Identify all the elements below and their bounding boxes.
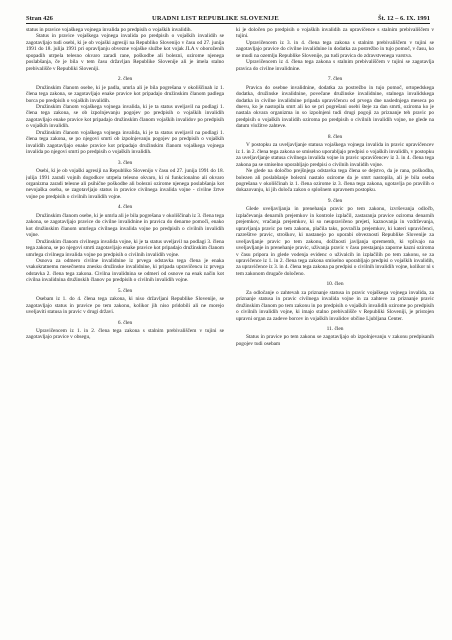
right-column <box>236 27 434 631</box>
paragraph: Upravičencem iz 4. člena tega zakona s stalnim prebivališčem v tujini se zagotavlja pravica do civilne invalidnine. <box>236 59 434 72</box>
paragraph: Pravica do osebne invalidnine, dodatka za postrežbo in tujo pomoč, ortopedskega dodatka, družinske invalidnine, povečane družinske invalidnine, stalnega invalidskega dodatka in civilne invalidnine pripada upravičencu od prvega dne naslednjega meseca po dnevu, ko je nastopila smrt ali ko se pri pogrešani osebi šteje za dan smrti, oziroma ko je nastala okvara organizma in so izpolnjeni tudi drugi pogoji za priznanje teh pravic po predpisih o vojaških invalidih oziroma po predpisih o civilnih invalidih vojne, ne glede na datum vložitve zahteve. <box>236 84 434 130</box>
paragraph: Upravičencem iz 3. in 4. člena tega zakona s stalnim prebivališčem v tujini se zagotavljajo pravice do civilne invalidnine in dodatka za postrežbo in tujo pomoč, v času, ko se mudi na ozemlju Republike Slovenije, pa tudi pravica do zdravstvenega varstva. <box>236 39 434 59</box>
paragraph: Status in pravice vojaškega vojnega invalida po predpisih o vojaških invalidih se zagotavljajo tudi osebi, ki je ob vojaški agresiji na Republiko Slovenijo v času od 27. junija 1991 do 18. julija 1991 pri opravljanju obvezne vojaške službe kot vojak JLA v oboroženih spopadih utrpela telesno okvaro zaradi rane, poškodbe ali bolezni, ozirome njenega poslabšanja, če je bila v tem času državljan Republike Slovenije ali je imela stalno prebivališče v Republiki Sloveniji. <box>26 33 224 72</box>
article-heading: 11. člen <box>326 326 344 333</box>
paragraph: Osebi, ki je ob vojaški agresiji na Republiko Slovenijo v času od 27. junija 1991 do 18. julija 1991 zaradi vojnih dogodkov utrpela telesno okvaro, ki ni funkcionalno ali okvaro organizma zaradi telesne ali psihične poškodbe ali bolezni ozirome njenega poslabšanja kot nevojaška oseba, se zagotavljajo status in pravice civilnega invalida vojne - civilne žrtve vojne po predpisih o civilnih invalidih vojne. <box>26 168 224 200</box>
issue-number: Št. 12 – 6. IX. 1991 <box>377 15 430 22</box>
paragraph: Osebam iz 1. do 4. člena tega zakona, ki niso državljani Republike Slovenije, se zagotavljajo status in pravice po tem zakonu, kolikor jih niso pridobili ali ne morejo uveljaviti statusa in pravic v drugi državi. <box>26 296 224 316</box>
paragraph: Ne glede na določbo prejšnjega odstavka tega člena se dejstvo, da je rana, poškodba, bolezen ali poslabšanje bolezni nastalo ozirome da je smrt nastopila, ali je bila oseba pogrešana v okoliščinah iz 1. člena ozirome iz 3. člena tega zakona, ugotavlja po pravilih o dokazovanju, ki jih določa zakon o splošnem upravnem postopku. <box>236 168 434 194</box>
paragraph: Glede uveljavljanja in prenehanja pravic po tem zakonu, izvrševanja odločb, izplačevanja denarnih prejemkov in kontrole izplačil, zastaranja pravice oziroma denarnih prejemkov, vračanja prejemkov, ki so neupravičeno prejeti, kaznovanja in vzdrževanja, upravljanja pravic po tem zakonu, plačila taks, povračila prejemkov, ki kateri upravičenci, razrešitve pravic, stroškov, ki nastanejo po uporabi obveznosti Republike Slovenije za uveljavljanje pravic po tem zakonu, dolžnosti javljanja sprememb, ki vplivajo na uveljavljanje in prenehanje pravic, uživanja pravic v času prestajanja zaporne kazni oziroma v času pripora in glede vodenja evidenc o uživalcih in izplačilih po tem zakonu, se za upravičence iz 1. in 2. člena tega zakona smiselno uporabljajo predpisi o vojaških invalidih, za upravičence iz 3. in 4. člena tega zakona pa predpisi o civilnih invalidih vojne, kolikor ni s tem zakonom drugače določeno. <box>236 206 434 277</box>
article-heading: 4. člen <box>117 204 133 211</box>
paragraph: Za odločanje o zahtevah za priznanje statusa in pravic vojaškega vojnega invalida, za priznanje statusa in pravic civilnega invalida vojne in za zahteve za priznanje pravic družinskim članom po tem zakonu in po predpisih o vojaških invalidih ozirome po predpisih o civilnih invalidih vojne, ki imajo stalno prebivališče v Republiki Sloveniji, je pristojen upravni organ za zadeve borcev in vojaških invalidov občine Ljubljana Center. <box>236 289 434 322</box>
article-heading: 7. člen <box>327 76 343 83</box>
paragraph: Upravičencem iz 1. in 2. člena tega zakona s stalnim prebivališčem v tujini se zagotavljajo pravice v obsegu, <box>26 328 224 341</box>
article-heading: 6. člen <box>117 319 133 326</box>
paragraph: Družinskim članom osebe, ki je padla, umrla ali je bila pogrešana v okoliščinah iz 1. člena tega zakona, se zagotavljajo enake pravice kot pripadajo družinskim članom padlega borca po predpisih o vojaških invalidih. <box>26 84 224 104</box>
left-column <box>26 27 224 631</box>
article-heading: 10. člen <box>326 281 344 288</box>
paragraph: Status in pravice po tem zakonu se zagotavljajo ob izpolnjevanju v zakonu predpisanih pogojev tudi osebam <box>236 334 434 347</box>
article-heading: 2. člen <box>117 76 133 83</box>
article-heading: 5. člen <box>117 287 133 294</box>
article-heading: 8. člen <box>327 133 343 140</box>
page-header <box>26 8 430 24</box>
article-heading: 3. člen <box>117 159 133 166</box>
paragraph: Družinskim članom vojaškega vojnega invalida, ki je ta status uveljavil na podlagi 1. člena tega zakona, se ob izpolnjevanju pogojev po predpisih o vojaških invalidih zagotavljajo enake pravice kot pripadajo družinskim članom vojaških invalidov po predpisih o vojaških invalidih. <box>26 103 224 130</box>
paragraph: Družinskim članom civilnega invalida vojne, ki je ta status uveljavil na podlagi 3. člena tega zakona, se po njegovi smrti zagotavljajo enake pravice kot pripadajo družinskim članom umrlega civilnega invalida vojne po predpisih o civilnih invalidih vojne. <box>26 238 224 258</box>
paragraph: status in pravice vojaškega vojnega invalida po predpisih o vojaških invalidih. <box>26 27 192 33</box>
paragraph: Osnova za odmero civilne invalidnine iz prvega odstavka tega člena je enaka vsakokratnemu mesečnemu znesku družinske invalidnine, ki pripada upravičencu iz prvega odstavka 2. člena tega zakona. Civilna invalidnina se odmeri od osnove na enak način kot civilna invalidnina družinskih članov po predpisih o civilnih invalidih vojne. <box>26 257 224 284</box>
page-number: Stran 426 <box>26 15 53 22</box>
paragraph: Družinskim članom osebe, ki je umrla ali je bila pogrešana v okoliščinah iz 3. člena tega zakona, se zagotavljajo pravice do civilne invalidnine in pravica do denarne pomoči, enako kot družinskim članom umrlega civilnega invalida vojne po predpisih o civilnih invalidih vojne. <box>26 212 224 239</box>
paragraph: V postopku za uveljavljanje statusa vojaškega vojnega invalida in pravic upravičencev iz 1. in 2. člena tega zakona se smiselno uporabljajo predpisi o vojaških invalidih, v postopku za uveljavljanje statusa civilnega invalida vojne in pravic upravičencev iz 3. in 4. člena tega zakona pa se smiselno uporabljajo predpisi o civilnih invalidih vojne. <box>236 142 434 168</box>
paragraph: Družinskim članom vojaškega vojnega invalida, ki je ta status uveljavil na podlagi 1. člena tega zakona, se po njegovi smrti ob izpolnjevanju pogojev po predpisih o vojaških invalidih zagotavljajo enake pravice kot pripadajo družinskim članom vojaškega vojnega invalida po njegovi smrti po predpisih o vojaških invalidih. <box>26 129 224 156</box>
paragraph: ki je določen po predpisih o vojaških invalidih za upravičence s stalnim prebivališčem v tujini. <box>236 27 434 40</box>
publication-title: URADNI LIST REPUBLIKE SLOVENIJE <box>151 15 279 22</box>
article-heading: 9. člen <box>327 197 343 204</box>
